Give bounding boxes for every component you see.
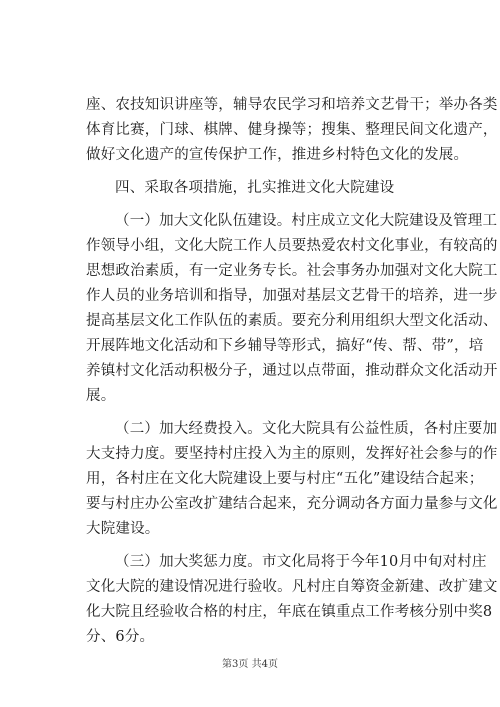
text-line: 展。	[86, 388, 116, 404]
text-line: （一）加大文化队伍建设。村庄成立文化大院建设及管理工	[115, 213, 498, 229]
text-line: 要与村庄办公室改扩建结合起来，充分调动各方面力量参与文化	[86, 496, 498, 512]
paragraph	[86, 209, 498, 409]
paragraph-gap	[86, 542, 416, 550]
text-line: 用，各村庄在文化大院建设上要与村庄“五化”建设结合起来；	[86, 471, 484, 487]
text-line: 四、采取各项措施，扎实推进文化大院建设	[115, 180, 395, 196]
text-line: 大院建设。	[86, 521, 160, 537]
text-line: 化大院且经验收合格的村庄，年底在镇重点工作考核分别中奖8	[86, 604, 493, 620]
paragraph-gap	[86, 168, 416, 176]
text-line: 座、农技知识讲座等，辅导农民学习和培养文艺骨干；举办各类	[86, 97, 498, 113]
text-line: 做好文化遗产的宣传保护工作，推进乡村特色文化的发展。	[86, 147, 469, 163]
text-line: 提高基层文化工作队伍的素质。要充分利用组织大型文化活动、	[86, 313, 498, 329]
text-line: 大支持力度。要坚持村庄投入为主的原则，发挥好社会参与的作	[86, 446, 498, 462]
text-line: 作领导小组，文化大院工作人员要热爱农村文化事业，有较高的	[86, 238, 498, 254]
text-line: 开展阵地文化活动和下乡辅导等形式，搞好“传、帮、带”，培	[86, 338, 484, 354]
paragraph	[86, 93, 498, 168]
text-line: 养镇村文化活动积极分子，通过以点带面，推动群众文化活动开	[86, 363, 498, 379]
text-line: 作人员的业务培训和指导，加强对基层文艺骨干的培养，进一步	[86, 288, 498, 304]
text-line: 体育比赛，门球、棋牌、健身操等；搜集、整理民间文化遗产，	[86, 122, 498, 138]
paragraph-gap	[86, 409, 416, 417]
page-footer: 第3页 共4页	[222, 659, 278, 670]
text-line: 文化大院的建设情况进行验收。凡村庄自筹资金新建、改扩建文	[86, 579, 498, 595]
paragraph	[86, 176, 416, 201]
paragraph	[86, 550, 498, 650]
paragraph-gap	[86, 201, 416, 209]
text-line: 分、6分。	[86, 629, 155, 645]
document-body	[86, 93, 498, 650]
paragraph	[86, 417, 498, 542]
text-line: （二）加大经费投入。文化大院具有公益性质，各村庄要加	[115, 421, 498, 437]
text-line: 思想政治素质，有一定业务专长。社会事务办加强对文化大院工	[86, 263, 498, 279]
text-line: （三）加大奖惩力度。市文化局将于今年10月中旬对村庄	[115, 554, 487, 570]
